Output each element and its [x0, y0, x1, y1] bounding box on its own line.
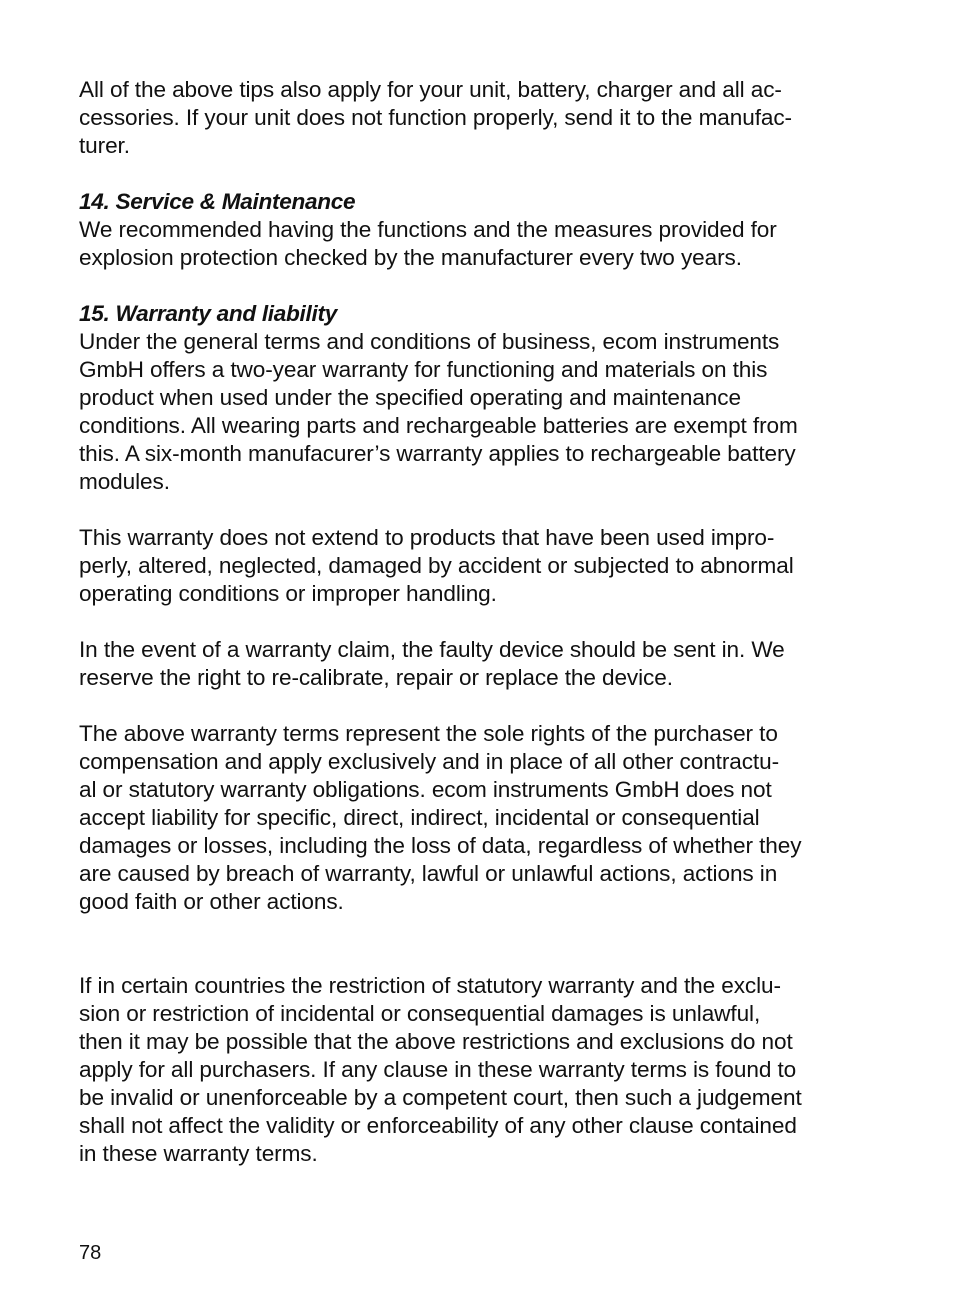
- warranty-paragraph-3: [79, 636, 869, 692]
- text-line: Under the general terms and conditions of business, ecom instruments: [79, 329, 780, 354]
- text-line: We recommended having the functions and the measures provided for: [79, 217, 777, 242]
- text-line: product when used under the specified operating and maintenance: [79, 385, 741, 410]
- text-line: damages or losses, including the loss of data, regardless of whether they: [79, 833, 802, 858]
- document-page: [79, 76, 869, 1168]
- warranty-paragraph-5: [79, 972, 869, 1168]
- paragraph-gap: [79, 916, 869, 972]
- text-line: shall not affect the validity or enforceability of any other clause contained: [79, 1113, 797, 1138]
- text-line: in these warranty terms.: [79, 1141, 318, 1166]
- text-line: reserve the right to re-calibrate, repair or replace the device.: [79, 665, 673, 690]
- warranty-paragraph-2: [79, 524, 869, 608]
- warranty-paragraph-1: [79, 328, 869, 496]
- text-line: then it may be possible that the above restrictions and exclusions do not: [79, 1029, 793, 1054]
- text-line: If in certain countries the restriction of statutory warranty and the exclu-: [79, 973, 781, 998]
- text-line: sion or restriction of incidental or consequential damages is unlawful,: [79, 1001, 761, 1026]
- paragraph-gap: [79, 160, 869, 188]
- text-line: al or statutory warranty obligations. ecom instruments GmbH does not: [79, 777, 772, 802]
- text-line: cessories. If your unit does not function properly, send it to the manufac-: [79, 105, 792, 130]
- text-line: compensation and apply exclusively and in place of all other contractu-: [79, 749, 779, 774]
- text-line: The above warranty terms represent the sole rights of the purchaser to: [79, 721, 778, 746]
- section-14-heading: 14. Service & Maintenance: [79, 189, 356, 214]
- warranty-paragraph-4: [79, 720, 869, 916]
- text-line: accept liability for specific, direct, indirect, incidental or consequential: [79, 805, 760, 830]
- text-line: This warranty does not extend to products that have been used impro-: [79, 525, 775, 550]
- text-line: GmbH offers a two-year warranty for functioning and materials on this: [79, 357, 768, 382]
- text-line: modules.: [79, 469, 170, 494]
- page-number: 78: [79, 1242, 102, 1264]
- text-line: this. A six-month manufacurer’s warranty applies to rechargeable battery: [79, 441, 796, 466]
- text-line: good faith or other actions.: [79, 889, 344, 914]
- text-line: be invalid or unenforceable by a competent court, then such a judgement: [79, 1085, 802, 1110]
- paragraph-gap: [79, 496, 869, 524]
- text-line: turer.: [79, 133, 130, 158]
- text-line: explosion protection checked by the manufacturer every two years.: [79, 245, 742, 270]
- paragraph-gap: [79, 692, 869, 720]
- text-line: perly, altered, neglected, damaged by accident or subjected to abnormal: [79, 553, 794, 578]
- text-line: All of the above tips also apply for your unit, battery, charger and all ac-: [79, 77, 782, 102]
- text-line: conditions. All wearing parts and rechargeable batteries are exempt from: [79, 413, 798, 438]
- paragraph-gap: [79, 608, 869, 636]
- text-line: In the event of a warranty claim, the faulty device should be sent in. We: [79, 637, 785, 662]
- text-line: operating conditions or improper handling.: [79, 581, 497, 606]
- text-line: are caused by breach of warranty, lawful or unlawful actions, actions in: [79, 861, 778, 886]
- text-line: apply for all purchasers. If any clause in these warranty terms is found to: [79, 1057, 797, 1082]
- intro-paragraph: [79, 76, 869, 160]
- section-15-heading: 15. Warranty and liability: [79, 301, 337, 326]
- section-14-paragraph: [79, 216, 869, 272]
- paragraph-gap: [79, 272, 869, 300]
